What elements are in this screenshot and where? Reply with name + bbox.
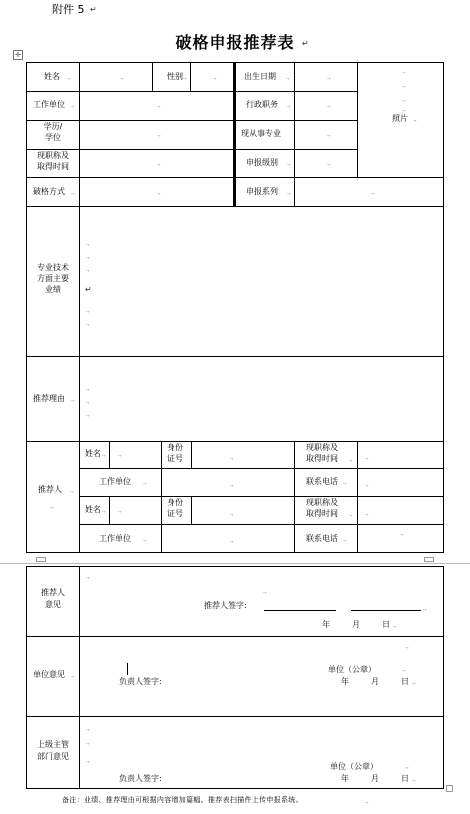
superior-date-day: 日	[401, 774, 409, 783]
current-specialty-label: 现从事专业	[241, 129, 281, 138]
recommender2-name-label: 姓名	[85, 505, 101, 514]
current-title-label-line1: 现职称及	[37, 151, 69, 160]
recommender1-name-label: 姓名	[85, 449, 101, 458]
apply-level-field[interactable]	[295, 150, 357, 177]
current-specialty-field[interactable]	[295, 121, 357, 149]
recommendation-reason-label: 推荐理由	[33, 394, 65, 403]
recommender2-work-unit-label: 工作单位	[99, 534, 131, 543]
achievements-label-line2: 方面主要	[37, 274, 69, 283]
recommender2-title-field[interactable]	[358, 497, 443, 524]
recommender1-id-label-line1: 身份	[167, 443, 183, 452]
recommender2-title-label-line2: 取得时间	[306, 509, 338, 518]
page-corner-marker	[36, 557, 46, 562]
education-label-line1: 学历/	[43, 122, 63, 131]
name-field[interactable]	[80, 63, 152, 91]
superior-opinion-label-line1: 上级主管	[37, 740, 69, 749]
paragraph-mark: ↵	[302, 39, 309, 48]
recommender-date-year: 年	[322, 620, 330, 629]
superior-date-year: 年	[341, 774, 349, 783]
recommender1-title-label-line2: 取得时间	[306, 454, 338, 463]
achievements-field[interactable]	[80, 207, 443, 356]
recommender1-id-field[interactable]	[192, 442, 294, 468]
unit-date-year: 年	[341, 677, 349, 686]
unit-date-month: 月	[371, 677, 379, 686]
recommender1-work-unit-label: 工作单位	[99, 477, 131, 486]
page-break	[0, 563, 470, 564]
recommender1-title-label-line1: 现职称及	[306, 443, 338, 452]
birth-date-field[interactable]	[295, 63, 357, 91]
admin-post-label: 行政职务	[246, 100, 278, 109]
recommender-opinion-label-line1: 推荐人	[41, 588, 65, 597]
recommender-opinion-label-line2: 意见	[45, 600, 61, 609]
page-title: 破格申报推荐表	[175, 33, 295, 52]
gender-label: 性别	[167, 72, 183, 81]
table-resize-handle-icon[interactable]	[446, 785, 453, 792]
recommender-signature-label: 推荐人签字:	[204, 601, 247, 610]
recommender-signature-line-2[interactable]	[351, 610, 421, 611]
unit-seal-label: 单位（公章）	[328, 665, 376, 674]
footnote: 备注：业绩、推荐理由可根据内容增加篇幅。推荐表扫描件上传申报系统。	[62, 796, 303, 804]
recommender-signature-line-1[interactable]	[264, 610, 336, 611]
current-title-label-line2: 取得时间	[37, 162, 69, 171]
recommender1-phone-field[interactable]	[358, 469, 443, 496]
recommender-date-month: 月	[352, 620, 360, 629]
unit-person-signature-label: 负责人签字:	[119, 677, 162, 686]
recommender2-id-label-line2: 证号	[167, 509, 183, 518]
paragraph-mark: ↵	[90, 5, 97, 14]
superior-date-month: 月	[371, 774, 379, 783]
recommender-label: 推荐人	[38, 485, 62, 494]
superior-person-signature-label: 负责人签字:	[119, 774, 162, 783]
recommender1-work-unit-field[interactable]	[162, 469, 294, 496]
birth-date-label: 出生日期	[244, 72, 276, 81]
superior-opinion-label-line2: 部门意见	[37, 752, 69, 761]
apply-series-label: 申报系列	[246, 187, 278, 196]
photo-label: 照片	[392, 114, 408, 123]
unit-opinion-label: 单位意见	[33, 670, 65, 679]
admin-post-field[interactable]	[295, 92, 357, 120]
recommender2-id-field[interactable]	[192, 497, 294, 524]
exception-method-label: 破格方式	[33, 187, 65, 196]
apply-series-field[interactable]	[295, 178, 443, 206]
unit-date-day: 日	[401, 677, 409, 686]
text-cursor	[127, 663, 128, 675]
education-label-line2: 学位	[45, 133, 61, 142]
recommender1-id-label-line2: 证号	[167, 454, 183, 463]
recommender2-title-label-line1: 现职称及	[306, 498, 338, 507]
achievements-label-line3: 业绩	[45, 285, 61, 294]
work-unit-label: 工作单位	[33, 100, 65, 109]
name-label: 姓名	[44, 72, 60, 81]
recommender2-phone-label: 联系电话	[306, 534, 338, 543]
achievements-label-line1: 专业技术	[37, 263, 69, 272]
gender-field[interactable]	[191, 63, 233, 91]
page-corner-marker	[424, 557, 434, 562]
attachment-label: 附件 5	[52, 3, 85, 16]
recommender1-title-field[interactable]	[358, 442, 443, 468]
recommender1-phone-label: 联系电话	[306, 477, 338, 486]
superior-seal-label: 单位（公章）	[330, 762, 378, 771]
table-move-handle-icon[interactable]: ✛	[13, 50, 23, 60]
recommender-date-day: 日	[382, 620, 390, 629]
apply-level-label: 申报级别	[246, 158, 278, 167]
recommender2-work-unit-field[interactable]	[162, 525, 294, 552]
recommendation-reason-field[interactable]	[80, 357, 443, 441]
recommender2-id-label-line1: 身份	[167, 498, 183, 507]
